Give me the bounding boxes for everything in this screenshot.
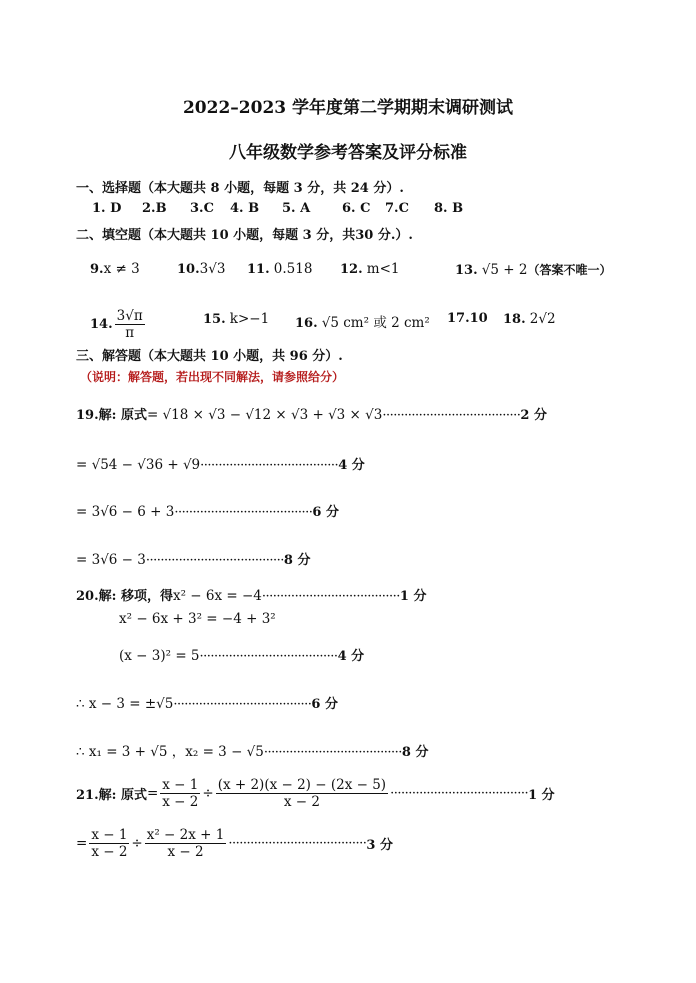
fill-11 bbox=[247, 261, 312, 277]
q11-label: 11. bbox=[247, 262, 270, 277]
q12-answer: m<1 bbox=[366, 261, 400, 277]
q19-line-1 bbox=[76, 404, 547, 423]
leader-dots: ······································ bbox=[228, 836, 367, 851]
q21-fraction-2 bbox=[216, 777, 388, 810]
leader-dots: ······································ bbox=[263, 745, 402, 760]
q20-expr-3: (x − 3)² = 5 bbox=[119, 648, 200, 664]
q20-expr-4: ∴ x − 3 = ±√5 bbox=[76, 696, 174, 712]
q21-f1-denominator: x − 2 bbox=[162, 794, 199, 810]
q21-f4-denominator: x − 2 bbox=[167, 844, 204, 860]
answer-3: 3.C bbox=[190, 201, 214, 216]
q21-fraction-4 bbox=[145, 827, 227, 860]
answer-5: 5. A bbox=[282, 201, 311, 216]
q10-answer: 3√3 bbox=[199, 261, 226, 277]
q20-line-5 bbox=[76, 740, 428, 760]
q19-expr-2: = √54 − √36 + √9 bbox=[76, 457, 201, 473]
answer-7: 7.C bbox=[385, 201, 409, 216]
answer-4: 4. B bbox=[230, 201, 260, 216]
q21-score-1: 1 分 bbox=[528, 788, 555, 803]
fill-10 bbox=[177, 261, 225, 277]
leader-dots: ······································ bbox=[382, 408, 521, 423]
fill-9 bbox=[90, 261, 140, 277]
q20-score-5: 8 分 bbox=[401, 745, 429, 760]
q11-answer: 0.518 bbox=[273, 261, 313, 277]
section-1-heading: 一、选择题（本大题共 8 小题，每题 3 分，共 24 分）. bbox=[76, 181, 404, 196]
leader-dots: ······································ bbox=[200, 458, 339, 473]
q21-fraction-1 bbox=[160, 777, 200, 810]
q10-label: 10. bbox=[177, 262, 200, 277]
q21-f4-numerator: x² − 2x + 1 bbox=[146, 827, 225, 843]
leader-dots: ······································ bbox=[390, 786, 529, 801]
q21-line-2: = $\frac{x - 1}{x - 2}$ ÷ $\frac{\text{x² − 2x + 1}}{x - 2}$ ······································3 分 bbox=[76, 827, 393, 860]
q21-fraction-3 bbox=[89, 827, 129, 860]
q19-line-3 bbox=[76, 501, 339, 520]
q20-line-2 bbox=[119, 611, 276, 627]
q18-label: 18. bbox=[503, 312, 526, 327]
fill-17: 17.10 bbox=[447, 311, 488, 326]
q19-line-4 bbox=[76, 549, 310, 568]
q20-label: 20.解: 移项，得 bbox=[76, 589, 173, 604]
q9-answer: x ≠ 3 bbox=[103, 261, 140, 277]
q20-expr-2: x² − 6x + 3² = −4 + 3² bbox=[119, 611, 276, 627]
q9-label: 9. bbox=[90, 262, 104, 277]
q19-expr-4: = 3√6 − 3 bbox=[76, 552, 146, 568]
leader-dots: ······································ bbox=[261, 589, 400, 604]
fill-12 bbox=[340, 261, 399, 277]
q21-f2-numerator: (x + 2)(x − 2) − (2x − 5) bbox=[217, 777, 387, 793]
fill-18 bbox=[503, 311, 556, 327]
q13-note: （答案不唯一） bbox=[527, 263, 612, 277]
leader-dots: ······································ bbox=[199, 649, 338, 664]
q20-line-3 bbox=[119, 645, 364, 664]
q19-expr-3: = 3√6 − 6 + 3 bbox=[76, 504, 175, 520]
fill-15 bbox=[203, 311, 269, 327]
leader-dots: ······································ bbox=[174, 505, 313, 520]
section-3-note: （说明：解答题，若出现不同解法，请参照给分） bbox=[80, 370, 345, 384]
q20-line-4 bbox=[76, 693, 338, 712]
leader-dots: ······································ bbox=[145, 553, 284, 568]
q21-score-2: 3 分 bbox=[366, 838, 393, 853]
answer-8: 8. B bbox=[434, 201, 464, 216]
q21-label: 21.解: 原式 bbox=[76, 788, 147, 803]
q14-numerator: 3√π bbox=[116, 308, 143, 324]
section-3-heading: 三、解答题（本大题共 10 小题，共 96 分）. bbox=[76, 349, 343, 364]
q19-line-2 bbox=[76, 454, 365, 473]
fill-16 bbox=[295, 311, 430, 331]
q14-denominator: π bbox=[125, 325, 135, 341]
page-title: 2022–2023 学年度第二学期期末调研测试 bbox=[182, 98, 514, 118]
answer-1: 1. D bbox=[92, 201, 122, 216]
q19-score-1: 2 分 bbox=[520, 408, 547, 423]
q21-f3-denominator: x − 2 bbox=[91, 844, 128, 860]
q19-score-3: 6 分 bbox=[312, 505, 339, 520]
q21-f2-denominator: x − 2 bbox=[283, 794, 320, 810]
q13-answer: √5 + 2 bbox=[481, 262, 528, 278]
answer-6: 6. C bbox=[342, 201, 371, 216]
q18-answer: 2√2 bbox=[529, 311, 556, 327]
q19-score-2: 4 分 bbox=[338, 458, 365, 473]
q16-answer: √5 cm² 或 2 cm² bbox=[321, 315, 430, 331]
leader-dots: ······································ bbox=[173, 697, 312, 712]
q20-expr-5: ∴ x₁ = 3 + √5 ，x₂ = 3 − √5 bbox=[76, 744, 264, 760]
q15-label: 15. bbox=[203, 312, 226, 327]
q14-fraction bbox=[115, 308, 145, 341]
q20-score-3: 4 分 bbox=[337, 649, 365, 664]
q21-f3-numerator: x − 1 bbox=[91, 827, 128, 843]
q21-line-1: 21.解: 原式= $\frac{x - 1}{x - 2}$ ÷ $\frac{(x + 2)(x - 2) - (2x - 5)}{x - 2}$ ······································1 分 bbox=[76, 777, 555, 810]
q19-expr-1: = √18 × √3 − √12 × √3 + √3 × √3 bbox=[146, 407, 383, 423]
q16-label: 16. bbox=[295, 316, 318, 331]
page-subtitle: 八年级数学参考答案及评分标准 bbox=[229, 143, 467, 163]
answer-2: 2.B bbox=[142, 201, 167, 216]
q19-score-4: 8 分 bbox=[283, 553, 311, 568]
q20-line-1 bbox=[76, 585, 426, 604]
q20-expr-1: x² − 6x = −4 bbox=[172, 588, 262, 604]
fill-14 bbox=[90, 308, 147, 341]
q21-f1-numerator: x − 1 bbox=[162, 777, 199, 793]
fill-13 bbox=[455, 261, 611, 278]
section-2-heading: 二、填空题（本大题共 10 小题，每题 3 分，共30 分.）. bbox=[76, 228, 413, 243]
q20-score-1: 1 分 bbox=[399, 589, 427, 604]
q14-label: 14. bbox=[90, 317, 113, 332]
q12-label: 12. bbox=[340, 262, 363, 277]
q13-label: 13. bbox=[455, 263, 478, 278]
q19-label: 19.解: 原式 bbox=[76, 408, 147, 423]
q20-score-4: 6 分 bbox=[311, 697, 338, 712]
q15-answer: k>−1 bbox=[229, 311, 270, 327]
